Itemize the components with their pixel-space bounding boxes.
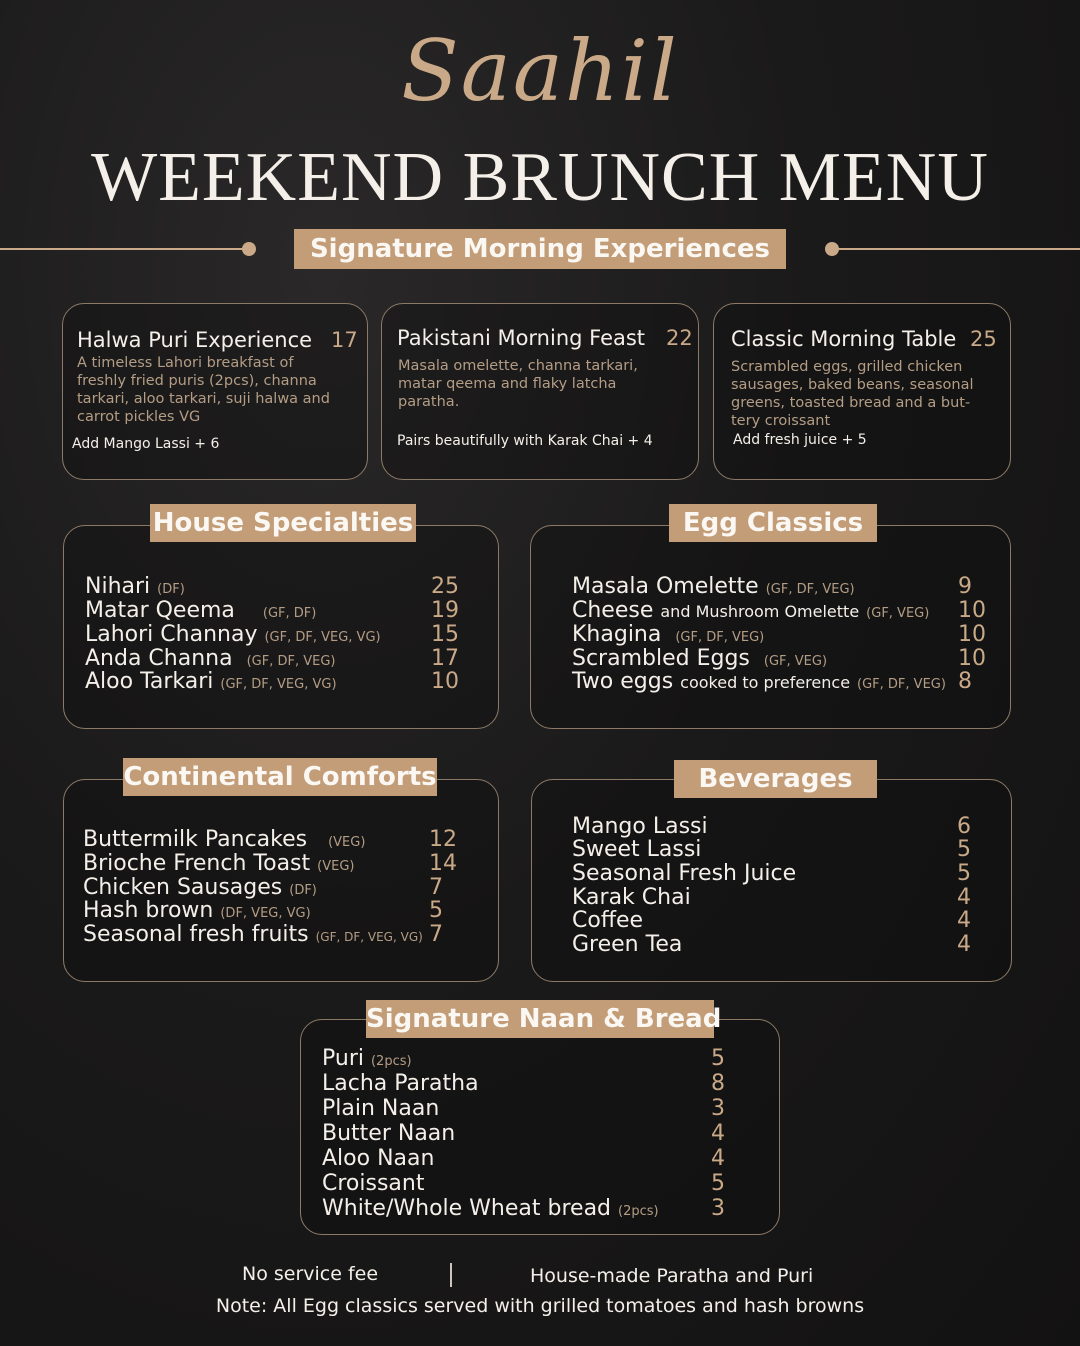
item-price: 19 xyxy=(431,598,459,623)
brand-logo: Saahil xyxy=(401,22,679,120)
section-heading-bread: Signature Naan & Bread xyxy=(366,1000,714,1038)
signature-card-morning-feast xyxy=(381,303,699,480)
list-item: Puri (2pcs) xyxy=(322,1046,412,1071)
footer-house-made: House-made Paratha and Puri xyxy=(530,1265,814,1287)
item-price: 4 xyxy=(957,932,971,957)
list-item: Seasonal fresh fruits (GF, DF, VEG, VG) xyxy=(83,922,423,947)
item-price: 5 xyxy=(711,1046,725,1071)
item-price: 10 xyxy=(958,646,986,671)
list-item: Hash brown (DF, VEG, VG) xyxy=(83,898,311,923)
list-item: Brioche French Toast (VEG) xyxy=(83,851,355,876)
section-heading-signature: Signature Morning Experiences xyxy=(294,229,786,269)
footer-divider xyxy=(450,1263,452,1287)
card-description: Scrambled eggs, grilled chicken sausages, baked beans, seasonal greens, toasted bread and a but- tery croissant xyxy=(731,359,974,429)
item-price: 5 xyxy=(957,837,971,862)
item-price: 10 xyxy=(958,622,986,647)
card-title: Classic Morning Table xyxy=(731,327,957,351)
list-item: Scrambled Eggs (GF, VEG) xyxy=(572,646,828,671)
card-price: 25 xyxy=(970,327,997,351)
card-price: 22 xyxy=(666,326,693,350)
list-item: Karak Chai xyxy=(572,885,691,910)
list-item: Lacha Paratha xyxy=(322,1071,479,1096)
list-item: Two eggs cooked to preference (GF, DF, VEG) xyxy=(572,669,946,694)
list-item: Masala Omelette (GF, DF, VEG) xyxy=(572,574,855,599)
item-price: 4 xyxy=(711,1121,725,1146)
item-price: 12 xyxy=(429,827,457,852)
item-price: 3 xyxy=(711,1196,725,1221)
list-item: Aloo Tarkari (GF, DF, VEG, VG) xyxy=(85,669,337,694)
footer-service-fee: No service fee xyxy=(242,1263,379,1285)
card-price: 17 xyxy=(331,328,358,352)
item-price: 3 xyxy=(711,1096,725,1121)
page-title: WEEKEND BRUNCH MENU xyxy=(91,139,989,216)
item-price: 8 xyxy=(711,1071,725,1096)
section-heading-beverages: Beverages xyxy=(674,760,877,798)
list-item: Buttermilk Pancakes (VEG) xyxy=(83,827,366,852)
item-price: 4 xyxy=(711,1146,725,1171)
list-item: Khagina (GF, DF, VEG) xyxy=(572,622,765,647)
item-price: 4 xyxy=(957,885,971,910)
list-item: Butter Naan xyxy=(322,1121,456,1146)
divider-dot-right xyxy=(825,242,839,256)
list-item: Anda Channa (GF, DF, VEG) xyxy=(85,646,336,671)
item-price: 7 xyxy=(429,875,443,900)
card-description: Masala omelette, channa tarkari, matar qeema and flaky latcha paratha. xyxy=(398,358,638,410)
list-item: Plain Naan xyxy=(322,1096,440,1121)
item-price: 14 xyxy=(429,851,457,876)
divider-dot-left xyxy=(242,242,256,256)
list-item: Matar Qeema (GF, DF) xyxy=(85,598,317,623)
item-price: 7 xyxy=(429,922,443,947)
card-description: A timeless Lahori breakfast of freshly fried puris (2pcs), channa tarkari, aloo tarkari, suji halwa and carrot pickles VG xyxy=(77,355,330,425)
card-title: Pakistani Morning Feast xyxy=(397,326,646,350)
list-item: Aloo Naan xyxy=(322,1146,435,1171)
section-heading-house: House Specialties xyxy=(150,504,416,542)
item-price: 4 xyxy=(957,908,971,933)
divider-right xyxy=(834,248,1080,250)
footer-note: Note: All Egg classics served with grilled tomatoes and hash browns xyxy=(215,1295,865,1317)
list-item: Sweet Lassi xyxy=(572,837,702,862)
card-title: Halwa Puri Experience xyxy=(77,328,313,352)
card-addon: Add fresh juice + 5 xyxy=(733,432,867,448)
item-price: 5 xyxy=(429,898,443,923)
divider-left xyxy=(0,248,246,250)
item-price: 8 xyxy=(958,669,972,694)
list-item: Seasonal Fresh Juice xyxy=(572,861,797,886)
list-item: Chicken Sausages (DF) xyxy=(83,875,317,900)
item-price: 10 xyxy=(431,669,459,694)
list-item: Green Tea xyxy=(572,932,683,957)
list-item: Mango Lassi xyxy=(572,814,708,839)
list-item: Nihari (DF) xyxy=(85,574,185,599)
item-price: 17 xyxy=(431,646,459,671)
list-item: Lahori Channay (GF, DF, VEG, VG) xyxy=(85,622,381,647)
item-price: 9 xyxy=(958,574,972,599)
card-addon: Add Mango Lassi + 6 xyxy=(72,436,220,452)
section-heading-eggs: Egg Classics xyxy=(669,504,877,542)
item-price: 10 xyxy=(958,598,986,623)
list-item: Cheese and Mushroom Omelette (GF, VEG) xyxy=(572,598,930,623)
signature-card-halwa-puri xyxy=(62,303,368,480)
item-price: 6 xyxy=(957,814,971,839)
item-price: 15 xyxy=(431,622,459,647)
card-addon: Pairs beautifully with Karak Chai + 4 xyxy=(397,433,653,449)
signature-card-classic-table xyxy=(713,303,1011,480)
list-item: Croissant xyxy=(322,1171,425,1196)
item-price: 5 xyxy=(711,1171,725,1196)
list-item: White/Whole Wheat bread (2pcs) xyxy=(322,1196,659,1221)
section-heading-continental: Continental Comforts xyxy=(123,758,437,796)
item-price: 5 xyxy=(957,861,971,886)
item-price: 25 xyxy=(431,574,459,599)
list-item: Coffee xyxy=(572,908,644,933)
